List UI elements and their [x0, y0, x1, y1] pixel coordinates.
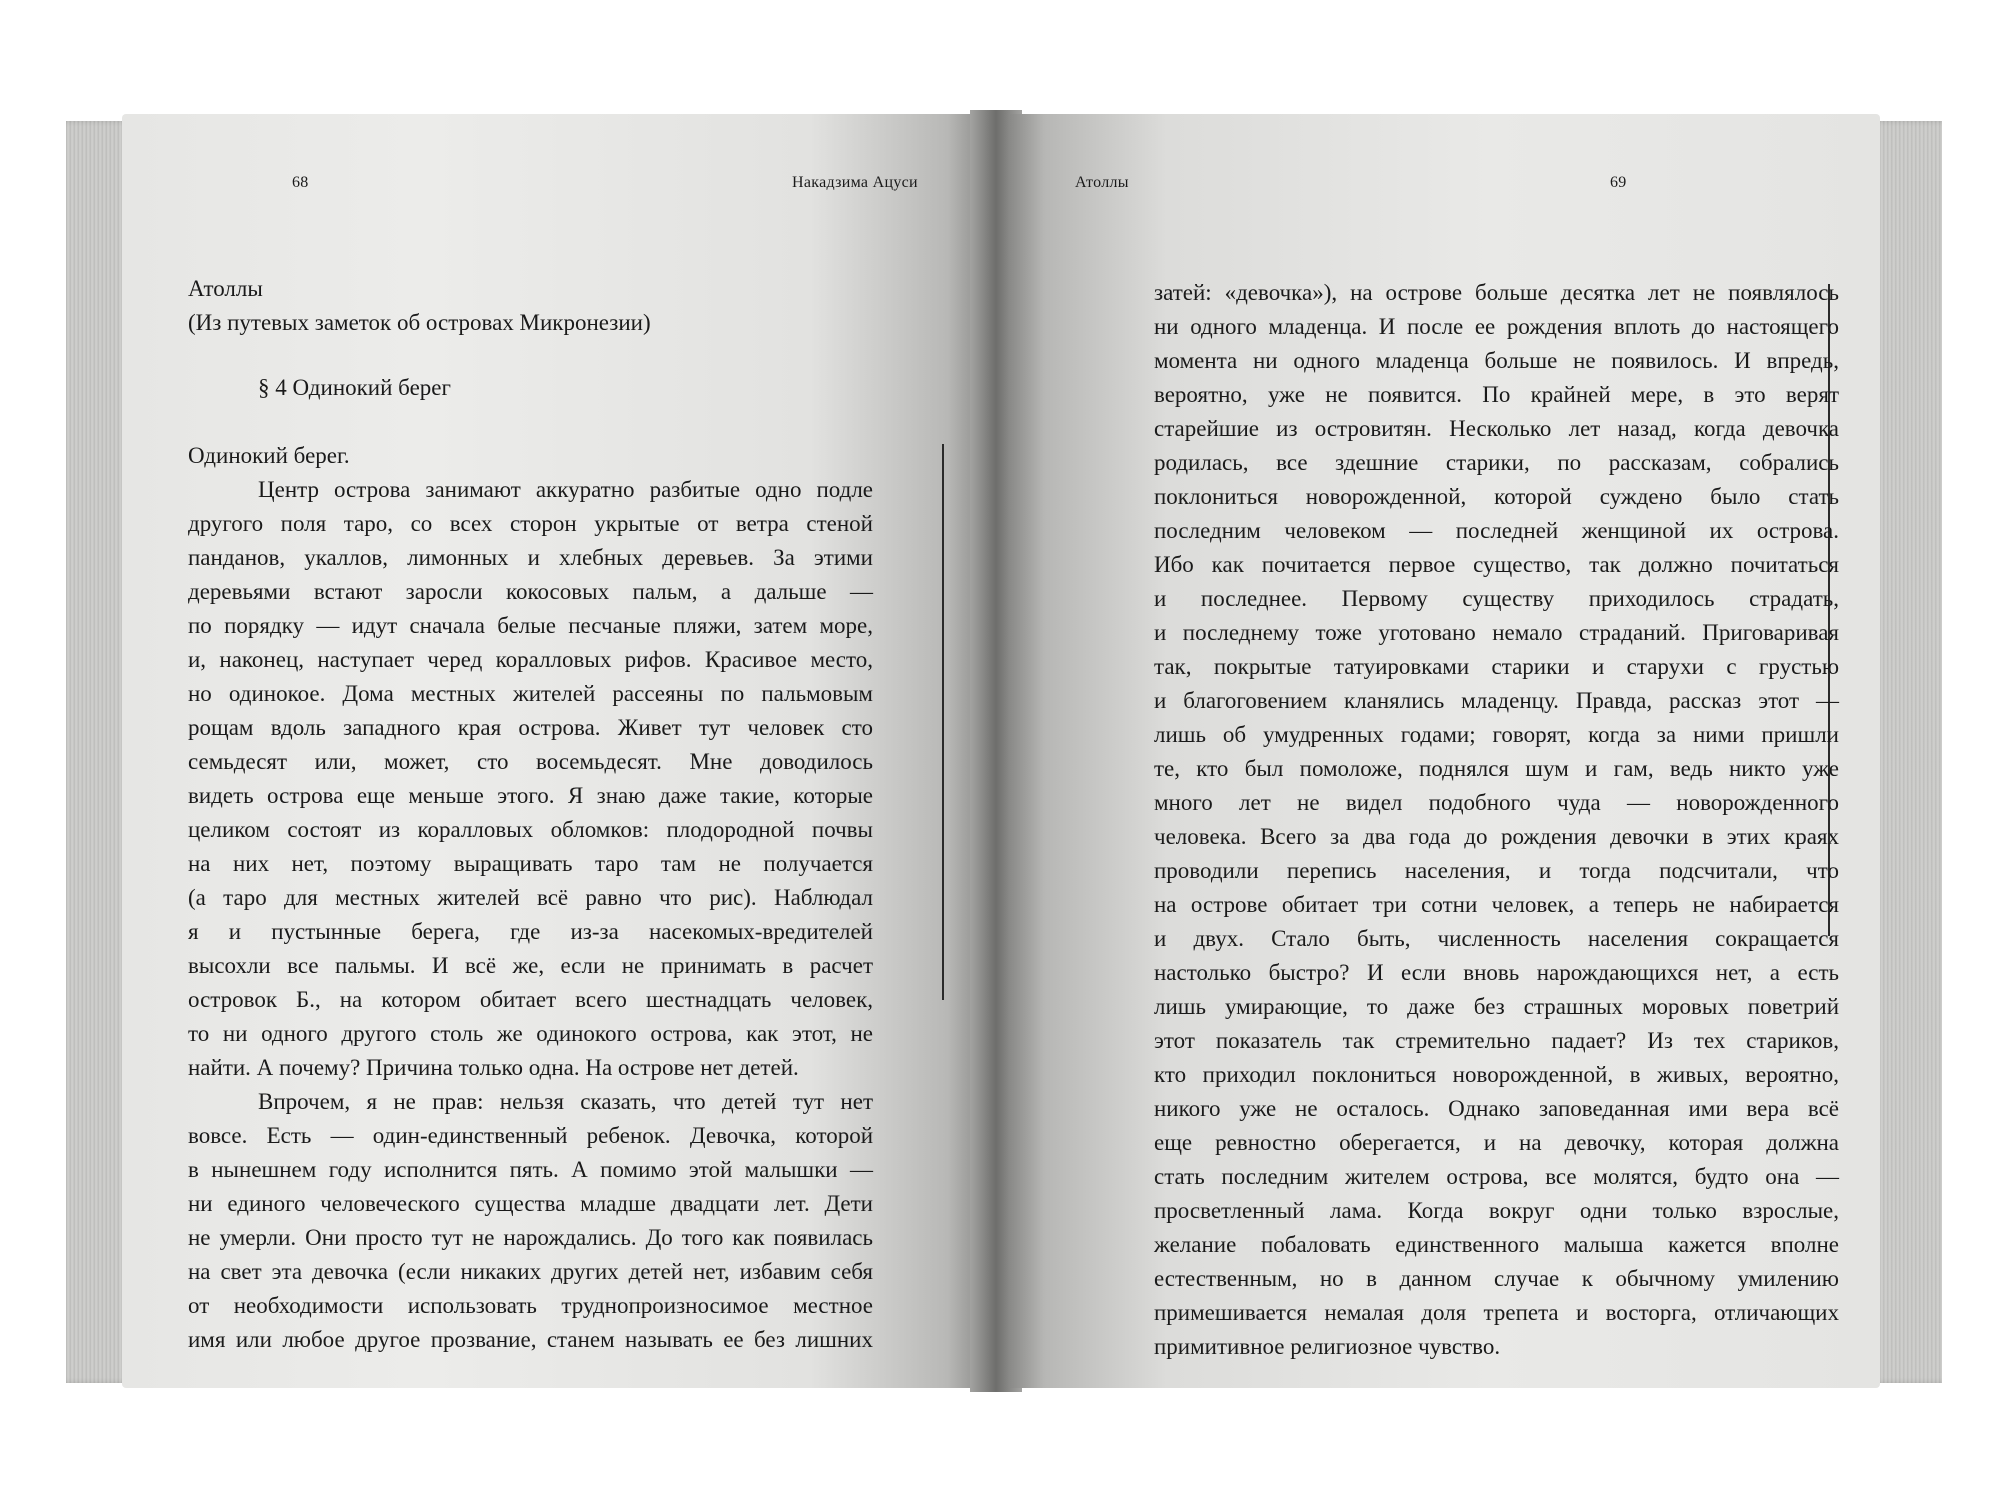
text-line: и последнему тоже уготовано немало страданий. Приговаривая: [1154, 620, 1839, 645]
left-page-number: 68: [292, 174, 309, 191]
text-line: другого поля таро, со всех сторон укрытые от ветра стеной: [188, 511, 873, 536]
right-body-text: [1154, 276, 1839, 1364]
left-margin-rule: [942, 444, 944, 1000]
text-line: старейшие из островитян. Несколько лет назад, когда девочка: [1154, 416, 1839, 441]
text-line: имя или любое другое прозвание, станем называть ее без лишних: [188, 1327, 873, 1352]
text-line: Центр острова занимают аккуратно разбитые одно подле: [258, 477, 873, 502]
text-line: человека. Всего за два года до рождения девочки в этих краях: [1154, 824, 1839, 849]
left-body-text: [188, 439, 873, 1357]
text-line: Ибо как почитается первое существо, так должно почитаться: [1154, 552, 1839, 577]
text-line: лишь умирающие, то даже без страшных моровых поветрий: [1154, 994, 1839, 1019]
text-line: те, кто был помоложе, поднялся шум и гам, ведь никто уже: [1154, 756, 1839, 781]
chapter-title: Атоллы: [188, 276, 263, 301]
left-page: [122, 114, 982, 1388]
text-line: родилась, все здешние старики, по рассказам, собрались: [1154, 450, 1839, 475]
section-heading: § 4 Одинокий берег: [258, 375, 451, 400]
right-page-edges: [1872, 121, 1942, 1383]
text-line: Впрочем, я не прав: нельзя сказать, что детей тут нет: [258, 1089, 873, 1114]
text-line: этот показатель так стремительно падает? Из тех стариков,: [1154, 1028, 1839, 1053]
text-line: панданов, укаллов, лимонных и хлебных деревьев. За этими: [188, 545, 873, 570]
text-line: но одинокое. Дома местных жителей рассеяны по пальмовым: [188, 681, 873, 706]
text-line: (а таро для местных жителей всё равно что рис). Наблюдал: [188, 885, 873, 910]
text-line: примитивное религиозное чувство.: [1154, 1334, 1501, 1359]
text-line: рощам вдоль западного края острова. Живет тут человек сто: [188, 715, 873, 740]
text-line: от необходимости использовать труднопроизносимое местное: [188, 1293, 873, 1318]
text-line: затей: «девочка»), на острове больше десятка лет не появлялось: [1154, 280, 1839, 305]
text-line: никого уже не осталось. Однако заповеданная ими вера всё: [1154, 1096, 1839, 1121]
text-line: стать последним жителем острова, все молятся, будто она —: [1154, 1164, 1839, 1189]
text-line: много лет не видел подобного чуда — новорожденного: [1154, 790, 1839, 815]
text-line: так, покрытые татуировками старики и старухи с грустью: [1154, 654, 1839, 679]
text-line: и двух. Стало быть, численность населения сокращается: [1154, 926, 1839, 951]
text-line: проводили перепись населения, и тогда подсчитали, что: [1154, 858, 1839, 883]
chapter-subtitle: (Из путевых заметок об островах Микронезии): [188, 310, 651, 335]
text-line: деревьями встают заросли кокосовых пальм, а дальше —: [188, 579, 873, 604]
right-page: [1010, 114, 1880, 1388]
text-line: момента ни одного младенца больше не появилось. И впредь,: [1154, 348, 1839, 373]
text-line: целиком состоят из коралловых обломков: плодородной почвы: [188, 817, 873, 842]
text-line: я и пустынные берега, где из-за насекомых-вредителей: [188, 919, 873, 944]
text-line: на свет эта девочка (если никаких других детей нет, избавим себя: [188, 1259, 873, 1284]
text-line: желание побаловать единственного малыша кажется вполне: [1154, 1232, 1839, 1257]
text-line: семьдесят или, может, сто восемьдесят. Мне доводилось: [188, 749, 873, 774]
right-page-number: 69: [1610, 174, 1627, 191]
text-line: кто приходил поклониться новорожденной, в живых, вероятно,: [1154, 1062, 1839, 1087]
text-line: видеть острова еще меньше этого. Я знаю даже такие, которые: [188, 783, 873, 808]
text-line: на них нет, поэтому выращивать таро там не получается: [188, 851, 873, 876]
text-line: еще ревностно оберегается, и на девочку, которая должна: [1154, 1130, 1839, 1155]
text-line: в нынешнем году исполнится пять. А помимо этой малышки —: [188, 1157, 873, 1182]
text-line: и последнее. Первому существу приходилось страдать,: [1154, 586, 1839, 611]
chapter-heading: [188, 272, 651, 340]
text-line: естественным, но в данном случае к обычному умилению: [1154, 1266, 1839, 1291]
text-line: вовсе. Есть — один-единственный ребенок. Девочка, которой: [188, 1123, 873, 1148]
text-line: последним человеком — последней женщиной их острова.: [1154, 518, 1839, 543]
text-line: примешивается немалая доля трепета и восторга, отличающих: [1154, 1300, 1839, 1325]
text-line: лишь об умудренных годами; говорят, когда за ними пришли: [1154, 722, 1839, 747]
text-line: настолько быстро? И если вновь нарождающихся нет, а есть: [1154, 960, 1839, 985]
text-line: Одинокий берег.: [188, 443, 350, 468]
text-line: высохли все пальмы. И всё же, если не принимать в расчет: [188, 953, 873, 978]
text-line: то ни одного другого столь же одинокого острова, как этот, не: [188, 1021, 873, 1046]
text-line: и благоговением кланялись младенцу. Правда, рассказ этот —: [1154, 688, 1839, 713]
text-line: поклониться новорожденной, которой суждено было стать: [1154, 484, 1839, 509]
text-line: ни одного младенца. И после ее рождения вплоть до настоящего: [1154, 314, 1839, 339]
text-line: и, наконец, наступает черед коралловых рифов. Красивое место,: [188, 647, 873, 672]
text-line: не умерли. Они просто тут не нарождались. До того как появилась: [188, 1225, 873, 1250]
text-line: найти. А почему? Причина только одна. На острове нет детей.: [188, 1055, 799, 1080]
text-line: ни единого человеческого существа младше двадцати лет. Дети: [188, 1191, 873, 1216]
text-line: на острове обитает три сотни человек, а теперь не набирается: [1154, 892, 1839, 917]
text-line: просветленный лама. Когда вокруг одни только взрослые,: [1154, 1198, 1839, 1223]
right-running-head: Атоллы: [1075, 174, 1129, 191]
text-line: вероятно, уже не появится. По крайней мере, в это верят: [1154, 382, 1839, 407]
left-running-head: Накадзима Ацуси: [792, 174, 918, 191]
text-line: по порядку — идут сначала белые песчаные пляжи, затем море,: [188, 613, 873, 638]
text-line: островок Б., на котором обитает всего шестнадцать человек,: [188, 987, 873, 1012]
